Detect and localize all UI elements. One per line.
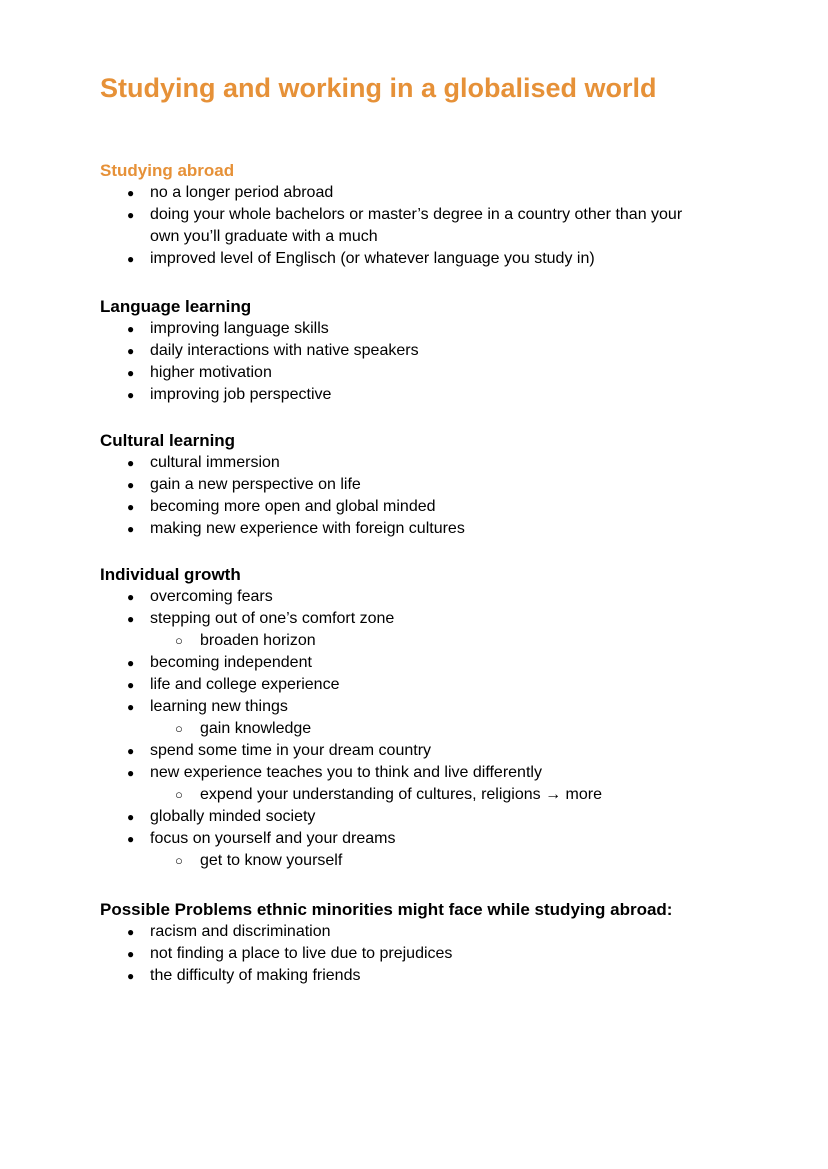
bullet-icon: ● bbox=[127, 832, 135, 846]
bullet-icon: ● bbox=[127, 344, 135, 358]
bullet-icon: ● bbox=[127, 186, 135, 200]
list-item bbox=[100, 608, 740, 652]
sub-list-item-text: expend your understanding of cultures, religions → more bbox=[200, 786, 602, 803]
list-item bbox=[100, 828, 740, 872]
list-item bbox=[100, 806, 740, 828]
list-item bbox=[100, 586, 740, 608]
sub-bullet-icon: ○ bbox=[175, 787, 183, 802]
sub-list-item bbox=[150, 784, 740, 806]
list-item-text: focus on yourself and your dreams bbox=[150, 830, 396, 847]
list-item-text: daily interactions with native speakers bbox=[150, 342, 419, 359]
bullet-icon: ● bbox=[127, 766, 135, 780]
list-item bbox=[100, 182, 740, 204]
sub-bullet-list bbox=[150, 850, 740, 872]
list-item-text: globally minded society bbox=[150, 808, 316, 825]
list-item-text: spend some time in your dream country bbox=[150, 742, 432, 759]
bullet-icon: ● bbox=[127, 656, 135, 670]
bullet-icon: ● bbox=[127, 388, 135, 402]
list-item-text: improving language skills bbox=[150, 320, 329, 337]
list-item bbox=[100, 204, 710, 248]
bullet-icon: ● bbox=[127, 366, 135, 380]
list-item bbox=[100, 474, 740, 496]
list-item-text: becoming independent bbox=[150, 654, 312, 671]
section-heading: Individual growth bbox=[100, 565, 241, 584]
list-item bbox=[100, 943, 740, 965]
section-heading: Language learning bbox=[100, 297, 252, 316]
sub-list-item bbox=[150, 850, 740, 872]
bullet-icon: ● bbox=[127, 744, 135, 758]
bullet-list bbox=[100, 318, 740, 406]
sub-list-item-text: get to know yourself bbox=[200, 852, 343, 869]
list-item bbox=[100, 362, 740, 384]
bullet-icon: ● bbox=[127, 322, 135, 336]
list-item-text: gain a new perspective on life bbox=[150, 476, 361, 493]
bullet-icon: ● bbox=[127, 810, 135, 824]
list-item bbox=[100, 965, 740, 987]
list-item-text: improved level of Englisch (or whatever language you study in) bbox=[150, 250, 595, 267]
list-item-text: not finding a place to live due to prejudices bbox=[150, 945, 453, 962]
list-item bbox=[100, 740, 740, 762]
list-item-text: improving job perspective bbox=[150, 386, 332, 403]
sub-bullet-list bbox=[150, 718, 740, 740]
list-item bbox=[100, 762, 740, 806]
bullet-list bbox=[100, 586, 740, 872]
bullet-icon: ● bbox=[127, 456, 135, 470]
list-item-text: life and college experience bbox=[150, 676, 340, 693]
list-item-text: making new experience with foreign cultures bbox=[150, 520, 465, 537]
sub-bullet-icon: ○ bbox=[175, 633, 183, 648]
list-item bbox=[100, 340, 740, 362]
list-item bbox=[100, 696, 740, 740]
sub-list-item-text: gain knowledge bbox=[200, 720, 312, 737]
document-title: Studying and working in a globalised world bbox=[100, 73, 657, 103]
sub-bullet-icon: ○ bbox=[175, 853, 183, 868]
list-item-text: the difficulty of making friends bbox=[150, 967, 361, 984]
section-cultural-learning bbox=[100, 430, 740, 540]
section-language-learning bbox=[100, 296, 740, 406]
sub-bullet-list bbox=[150, 784, 740, 806]
bullet-icon: ● bbox=[127, 612, 135, 626]
section-possible-problems bbox=[100, 899, 740, 987]
bullet-icon: ● bbox=[127, 590, 135, 604]
sub-list-item bbox=[150, 718, 740, 740]
sub-bullet-list bbox=[150, 630, 740, 652]
section-heading: Cultural learning bbox=[100, 431, 236, 450]
section-studying-abroad bbox=[100, 160, 740, 270]
list-item-text: higher motivation bbox=[150, 364, 272, 381]
list-item bbox=[100, 652, 740, 674]
list-item bbox=[100, 674, 740, 696]
list-item-text: cultural immersion bbox=[150, 454, 280, 471]
list-item bbox=[100, 452, 740, 474]
sub-list-item-text: broaden horizon bbox=[200, 632, 316, 649]
bullet-list bbox=[100, 921, 740, 987]
sub-list-item bbox=[150, 630, 740, 652]
list-item-text: learning new things bbox=[150, 698, 288, 715]
list-item-text: overcoming fears bbox=[150, 588, 273, 605]
bullet-icon: ● bbox=[127, 500, 135, 514]
list-item bbox=[100, 518, 740, 540]
list-item-text: no a longer period abroad bbox=[150, 184, 334, 201]
bullet-list bbox=[100, 182, 740, 270]
sub-bullet-icon: ○ bbox=[175, 721, 183, 736]
list-item-text: stepping out of one’s comfort zone bbox=[150, 610, 395, 627]
section-heading: Possible Problems ethnic minorities might face while studying abroad: bbox=[100, 900, 673, 919]
bullet-icon: ● bbox=[127, 969, 135, 983]
section-heading: Studying abroad bbox=[100, 161, 235, 180]
list-item-text: racism and discrimination bbox=[150, 923, 331, 940]
bullet-list bbox=[100, 452, 740, 540]
bullet-icon: ● bbox=[127, 947, 135, 961]
list-item bbox=[100, 248, 740, 270]
bullet-icon: ● bbox=[127, 208, 135, 222]
list-item-text: becoming more open and global minded bbox=[150, 498, 436, 515]
list-item-text: new experience teaches you to think and live differently bbox=[150, 764, 542, 781]
bullet-icon: ● bbox=[127, 678, 135, 692]
section-individual-growth bbox=[100, 564, 740, 872]
list-item bbox=[100, 496, 740, 518]
list-item bbox=[100, 384, 740, 406]
bullet-icon: ● bbox=[127, 478, 135, 492]
list-item bbox=[100, 921, 740, 943]
bullet-icon: ● bbox=[127, 522, 135, 536]
bullet-icon: ● bbox=[127, 252, 135, 266]
bullet-icon: ● bbox=[127, 925, 135, 939]
list-item-text: doing your whole bachelors or master’s degree in a country other than your own you’ll graduate with a much bbox=[150, 206, 683, 245]
list-item bbox=[100, 318, 740, 340]
bullet-icon: ● bbox=[127, 700, 135, 714]
